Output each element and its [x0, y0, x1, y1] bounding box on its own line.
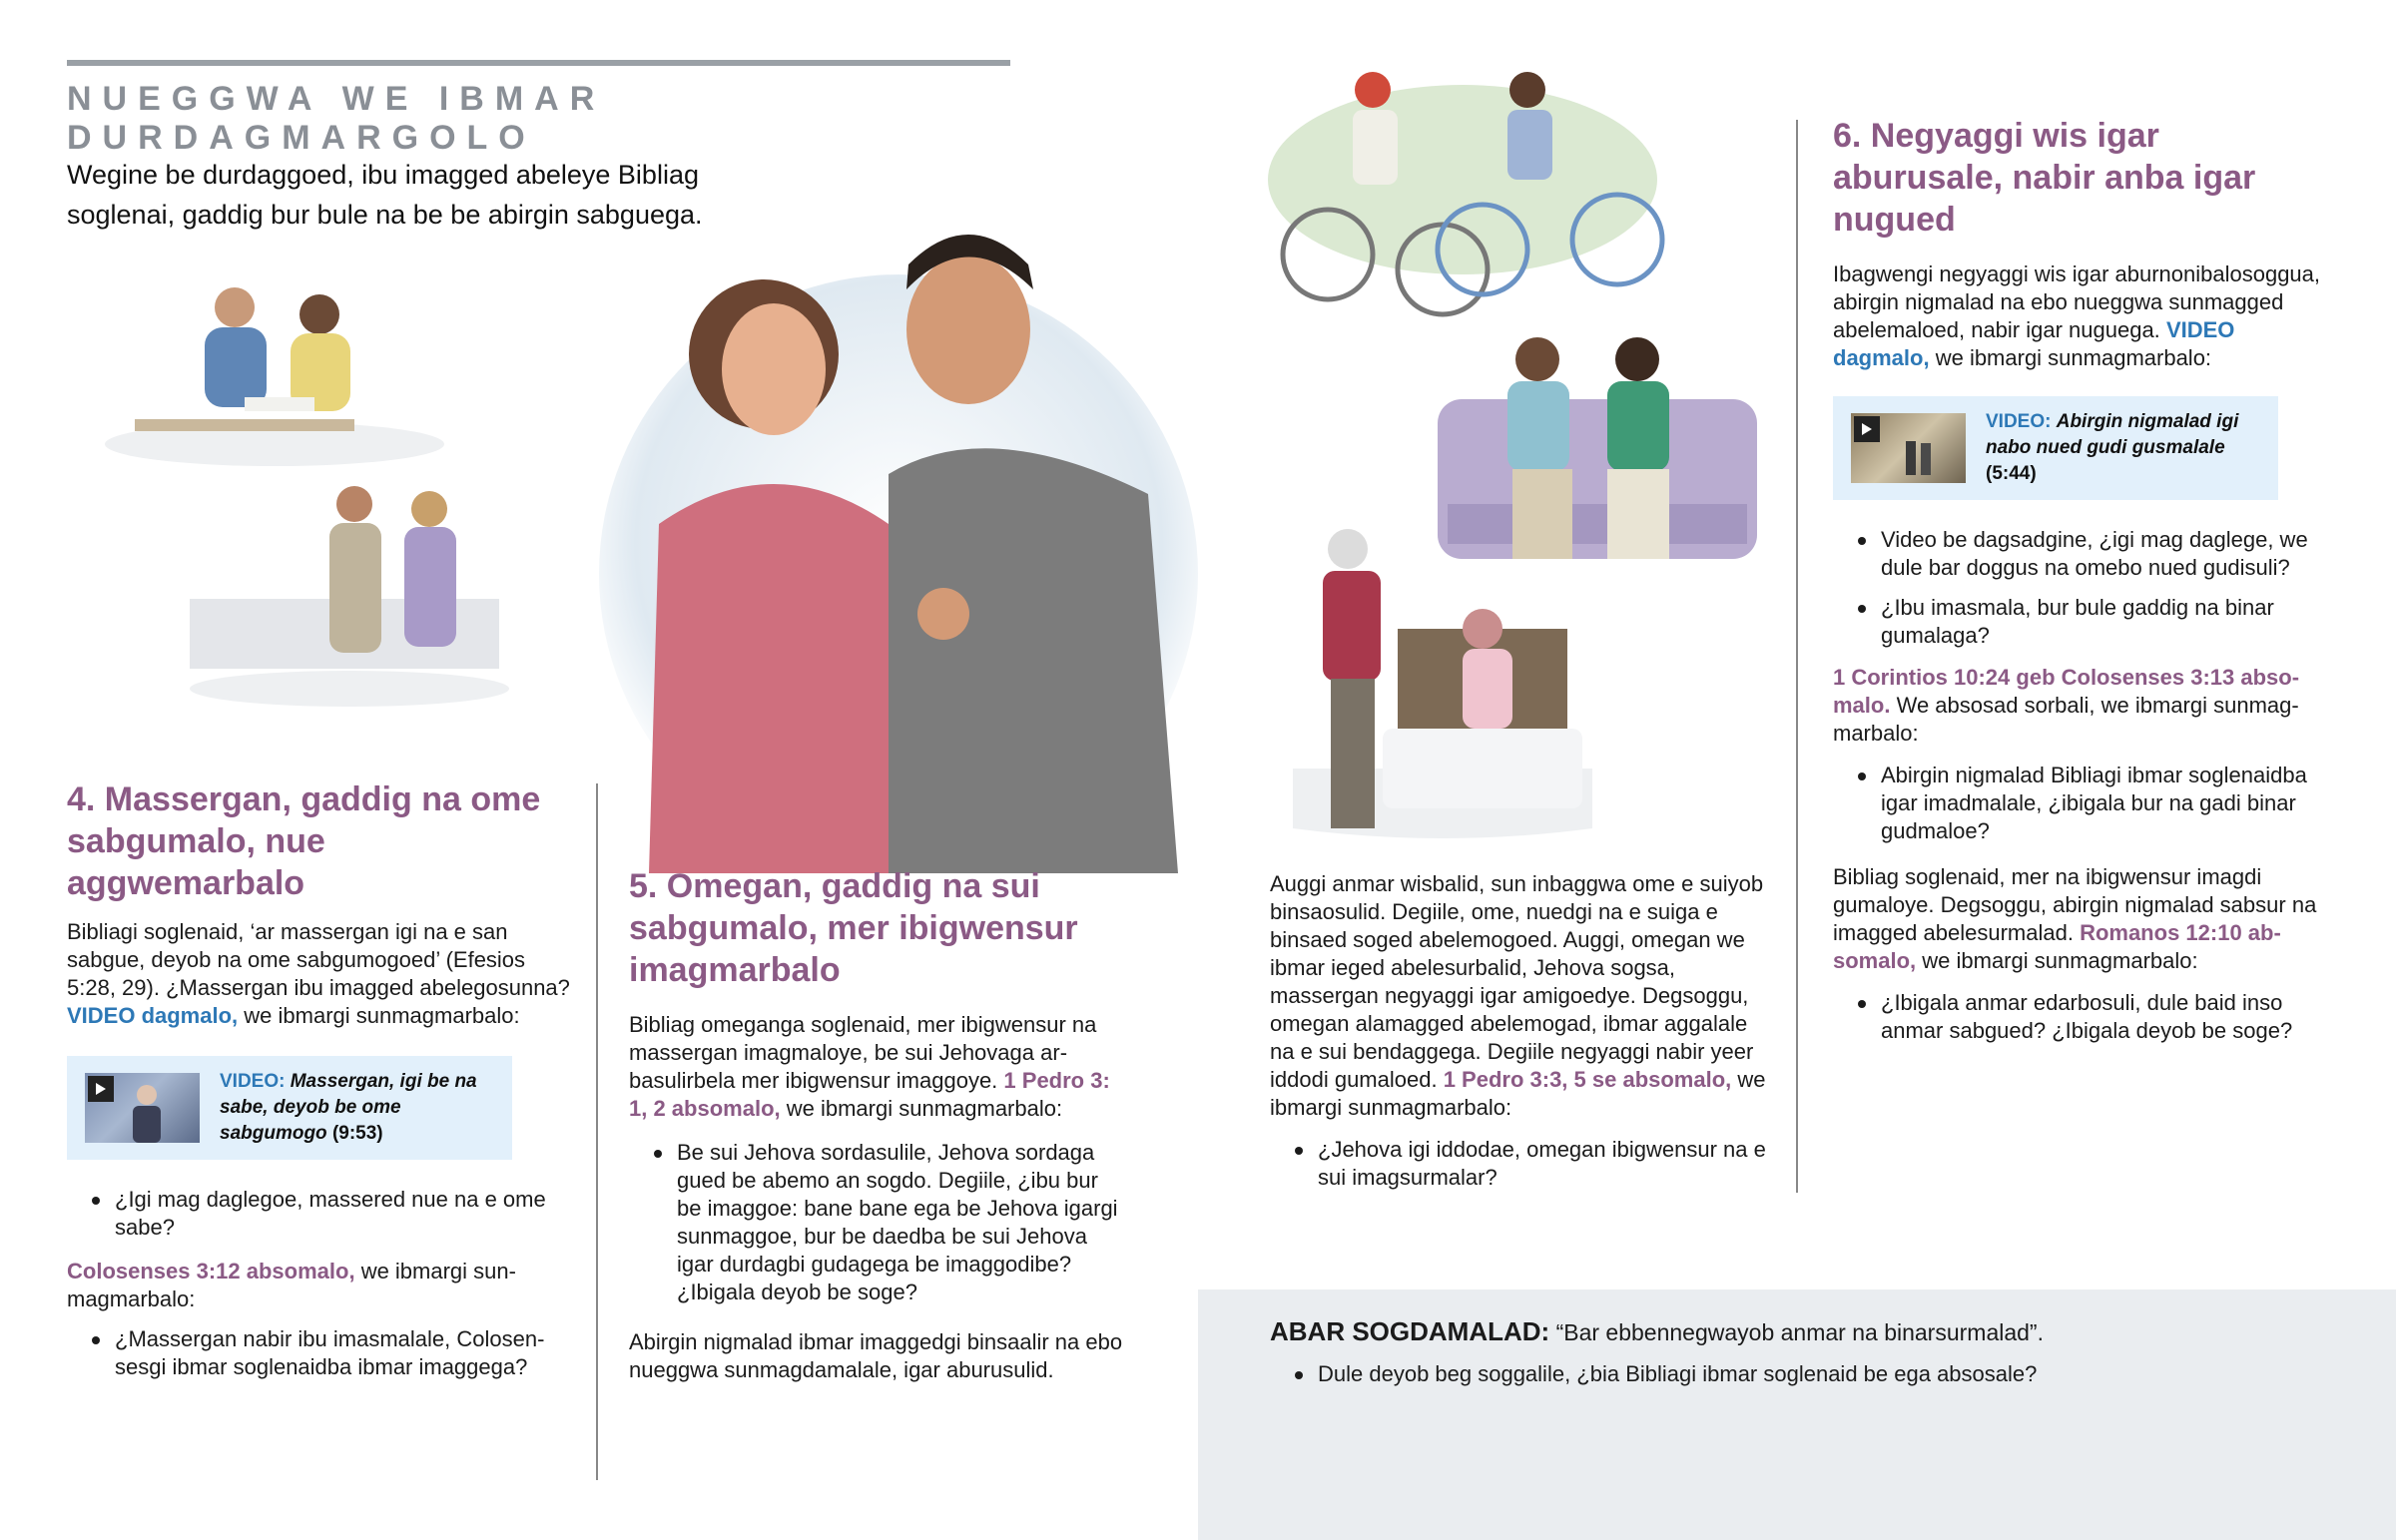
- section-5-heading: 5. Omegan, gaddig na sui sabgumalo, mer ibigwensur imagmarbalo: [629, 867, 1078, 989]
- section-6-heading: 6. Negyaggi wis igar aburusale, nabir anba igar nugued: [1833, 117, 2256, 239]
- intro-text: Wegine be durdaggoed, ibu imagged abeleye Bibliag soglenai, gaddig bur bule na be be abirgin sabguega.: [67, 160, 703, 230]
- header-rule: [67, 60, 1010, 66]
- question-list: [1270, 1360, 2268, 1388]
- summary-content: [1270, 1317, 2268, 1400]
- video-caption: VIDEO: Abirgin nigmalad igi nabo nued gudi gusmalale (5:44): [1986, 411, 2239, 484]
- scripture-link[interactable]: Romanos 12:10 absomalo,: [1833, 920, 2281, 973]
- scripture-prompt: 1 Corintios 10:24 geb Colosenses 3:13 absomalo. We absosad sorbali, we ibmargi sunmagmarbalo:: [1833, 665, 2300, 746]
- question-list: [1833, 526, 2332, 650]
- couple-kitchen-illustration: [180, 479, 519, 709]
- video-thumbnail[interactable]: [85, 1073, 200, 1143]
- question-item: Video be dagsadgine, ¿igi mag daglege, we dule bar doggus na omebo nued gudisuli?: [1833, 526, 2332, 582]
- section-middle: [1270, 870, 1769, 1204]
- couple-reading-illustration: [95, 269, 454, 469]
- question-item: Dule deyob beg soggalile, ¿bia Bibliagi ibmar soglenaid be ega absosale?: [1270, 1360, 2268, 1388]
- question-list: [1833, 762, 2332, 845]
- question-item: ¿Massergan nabir ibu imasmalale, Colosensesgi ibmar soglenaidba ibmar imaggega?: [67, 1325, 571, 1381]
- question-item: ¿Ibu imasmala, bur bule gaddig na binar gumalaga?: [1833, 594, 2332, 650]
- video-card[interactable]: [1833, 396, 2278, 500]
- section-5: [629, 865, 1128, 1384]
- question-item: Abirgin nigmalad Bibliagi ibmar soglenaidba igar imadmalale, ¿ibigala bur na gadi binar gudmaloe?: [1833, 762, 2332, 845]
- question-item: Be sui Jehova sordasulile, Jehova sordaga gued be abemo an sogdo. Degiile, ¿ibu bur be imaggoe: bane bane ega be Jehova igargi sunmaggoe, bur be daedba be sui Jehova igar durdagbi gudagega be imaggodibe? ¿Ibigala deyob be soge?: [629, 1139, 1128, 1306]
- column-divider: [1796, 120, 1798, 1193]
- video-card[interactable]: [67, 1056, 512, 1160]
- middle-paragraph: Auggi anmar wisbalid, sun inbaggwa ome e suiyob binsaosulid. Degiile, ome, nuedgi na e suiga e binsaed soged abelemogoed. Auggi, omegan we ibmar ieged abelesurbalid, Jehova sogsa, massergan negyaggi igar amigoedye. Degsoggu, omegan alamagged abelemogad, ibmar aggalale na e sui bendaggega. Degiile negyaggi nabir yeer iddodi gumaloed. 1 Pedro 3:3, 5 se absomalo, we ibmargi sunmagmarbalo:: [1270, 871, 1766, 1120]
- video-link[interactable]: VIDEO dagmalo,: [1833, 317, 2235, 370]
- section-6: [1833, 115, 2332, 1057]
- question-list: [67, 1186, 571, 1242]
- caring-spouse-illustration: [1273, 529, 1612, 848]
- question-list: [67, 1325, 571, 1381]
- section-4-paragraph: Bibliagi soglenaid, ‘ar massergan igi na e san sabgue, deyob na ome sabgumogoed’ (Efesios 5:28, 29). ¿Massergan ibu imagged abelegosunna? VIDEO dagmalo, we ibmargi sunmagmarbalo:: [67, 919, 570, 1028]
- question-item: ¿Igi mag daglegoe, massered nue na e ome sabe?: [67, 1186, 571, 1242]
- question-list: [1833, 989, 2332, 1045]
- speaker-figure: [85, 1073, 200, 1143]
- scripture-link[interactable]: 1 Pedro 3: 1, 2 absomalo,: [629, 1068, 1110, 1121]
- section-5-closing: Abirgin nigmalad ibmar imaggedgi binsaalir na ebo nueggwa sunmagdamalale, igar aburusulid.: [629, 1329, 1123, 1382]
- couple-cycling-illustration: [1258, 60, 1667, 329]
- section-5-paragraph: Bibliag omeganga soglenaid, mer ibigwensur na massergan imagmaloye, be sui Jehovaga arbasulirbela mer ibigwensur imaggoye. 1 Pedro 3: 1, 2 absomalo, we ibmargi sunmagmarbalo:: [629, 1012, 1110, 1121]
- scripture-link[interactable]: Colosenses 3:12 absomalo,: [67, 1259, 355, 1283]
- scripture-link[interactable]: 1 Pedro 3:3, 5 se absomalo,: [1443, 1067, 1732, 1092]
- summary-label: ABAR SOGDAMALAD:: [1270, 1316, 1550, 1346]
- scripture-prompt: Colosenses 3:12 absomalo, we ibmargi sunmagmarbalo:: [67, 1259, 516, 1311]
- question-item: ¿Jehova igi iddodae, omegan ibigwensur na e sui imagsurmalar?: [1270, 1136, 1769, 1192]
- section-4-heading: 4. Massergan, gaddig na ome sabgumalo, nue aggwemarbalo: [67, 780, 541, 902]
- video-link[interactable]: VIDEO dagmalo,: [67, 1003, 239, 1028]
- scripture-link[interactable]: 1 Corintios 10:24 geb Colosenses 3:13 absomalo.: [1833, 665, 2300, 718]
- summary-quote: “Bar ebbennegwayob anmar na binarsurmalad”.: [1555, 1319, 2044, 1345]
- column-divider: [596, 783, 598, 1480]
- section-4: [67, 778, 571, 1393]
- couple-portrait-illustration: [589, 195, 1238, 873]
- summary-line: [1270, 1317, 2268, 1346]
- video-thumbnail[interactable]: [1851, 413, 1966, 483]
- couple-walking-figure: [1851, 413, 1966, 483]
- video-caption: VIDEO: Massergan, igi be na sabe, deyob be ome sabgumogo (9:53): [220, 1071, 477, 1144]
- section-6-paragraph: Ibagwengi negyaggi wis igar aburnonibalosoggua, abirgin nigmalad na ebo nueggwa sunmagged abelemaloed, nabir igar nuguega. VIDEO dagmalo, we ibmargi sunmagmarbalo:: [1833, 261, 2321, 370]
- section-6-paragraph-2: Bibliag soglenaid, mer na ibigwensur imagdi gumaloye. Degsoggu, abirgin nigmalad sabsur na imagged abelesurmalad. Romanos 12:10 absomalo, we ibmargi sunmagmarbalo:: [1833, 864, 2317, 973]
- question-item: ¿Ibigala anmar edarbosuli, dule baid inso anmar sabgued? ¿Ibigala deyob be soge?: [1833, 989, 2332, 1045]
- section-label: NUEGGWA WE IBMAR DURDAGMARGOLO: [67, 80, 606, 157]
- question-list: [629, 1139, 1128, 1306]
- question-list: [1270, 1136, 1769, 1192]
